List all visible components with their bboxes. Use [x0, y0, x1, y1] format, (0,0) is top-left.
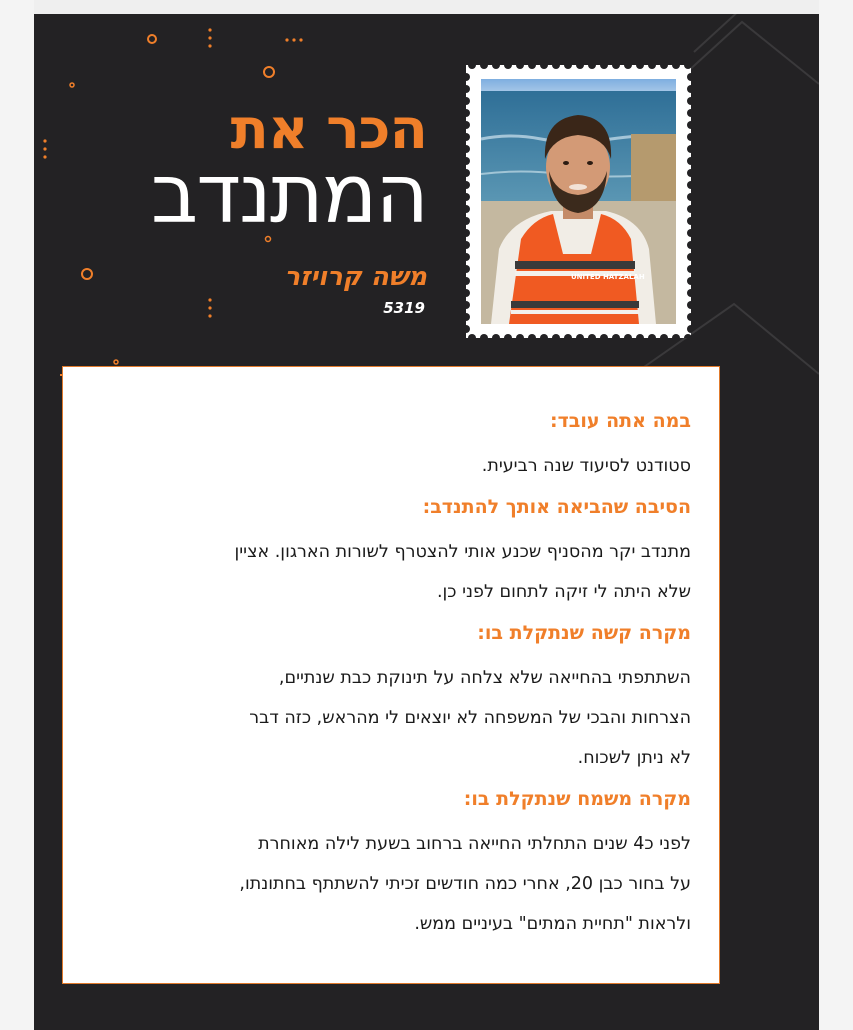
interview-content	[91, 407, 691, 945]
section-text-hard-case-line3: לא ניתן לשכוח.	[577, 748, 691, 768]
volunteer-name: משה קרויזר	[284, 262, 427, 292]
frame-right	[819, 0, 853, 1030]
section-text-hard-case-line1: השתתפתי בהחייאה שלא צלחה על תינוקת כבת שנתיים,	[278, 668, 691, 688]
frame-top	[0, 0, 853, 14]
volunteer-photo	[481, 79, 676, 324]
section-text-happy-case-line3: ולראות "תחיית המתים" בעיניים ממש.	[414, 914, 691, 934]
section-text-occupation: סטודנט לסיעוד שנה רביעית.	[481, 456, 691, 476]
section-text-reason-line1: מתנדב יקר מהסניף שכנע אותי להצטרף לשורות הארגון. אציין	[234, 542, 691, 562]
volunteer-number: 5319	[383, 299, 425, 317]
title-know-the: הכר את	[230, 97, 427, 162]
section-text-reason-line2: שלא היתה לי זיקה לתחום לפני כן.	[436, 582, 691, 602]
section-heading-happy-case: מקרה משמח שנתקלת בו:	[463, 788, 691, 810]
section-text-happy-case-line1: לפני כ4 שנים התחלתי החייאה ברחוב בשעת לילה מאוחרת	[258, 834, 691, 854]
interview-panel	[62, 366, 720, 984]
section-heading-occupation: במה אתה עובד:	[549, 410, 691, 432]
vest-label: UNITED HATZALAH	[571, 273, 645, 281]
section-text-happy-case-line2: על בחור כבן 20, אחרי כמה חודשים זכיתי להשתתף בחתונתו,	[239, 874, 691, 894]
title-volunteer: המתנדב	[150, 147, 427, 242]
section-heading-reason: הסיבה שהביאה אותך להתנדב:	[422, 496, 691, 518]
section-text-hard-case-line2: הצרחות והבכי של המשפחה לא יוצאים לי מהראש, כזה דבר	[249, 708, 691, 728]
frame-left	[0, 0, 34, 1030]
section-heading-hard-case: מקרה קשה שנתקלת בו:	[477, 622, 691, 644]
